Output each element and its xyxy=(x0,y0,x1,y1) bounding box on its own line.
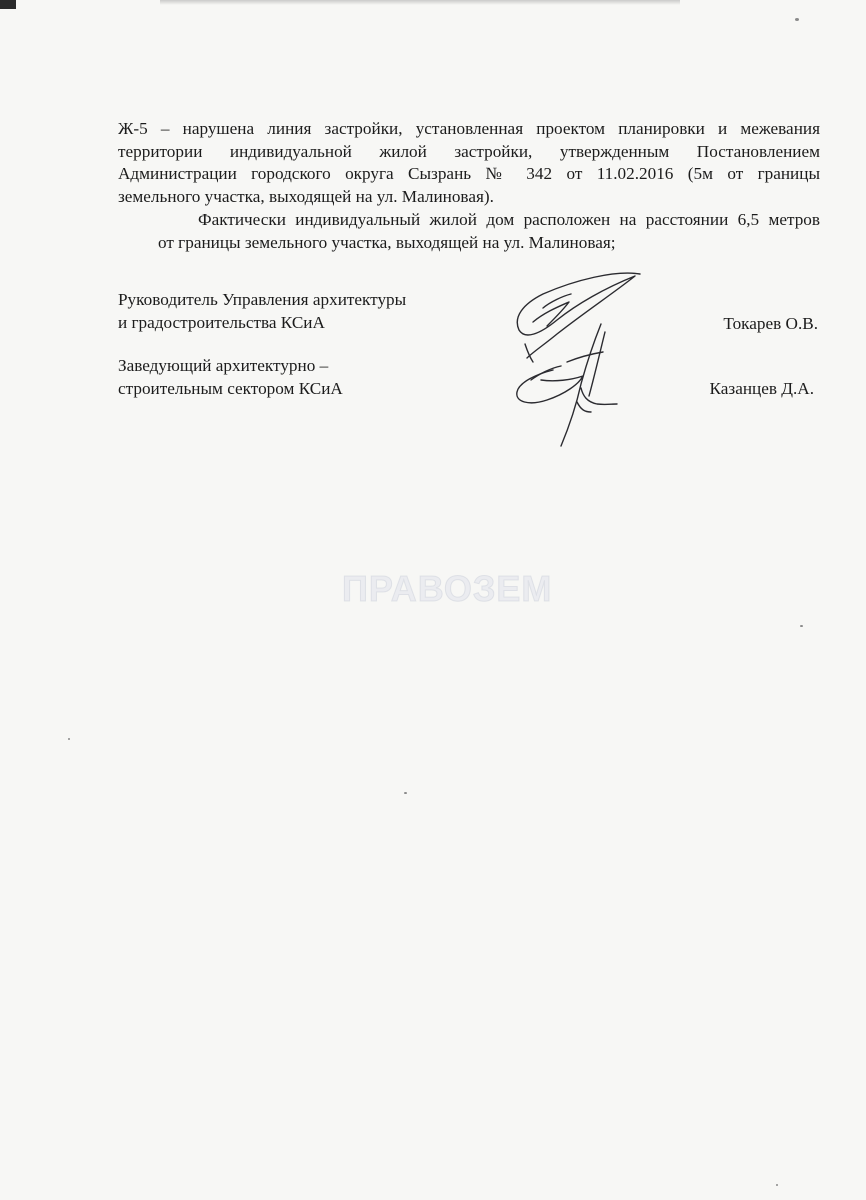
text-line: от границы земельного участка, выходящей на ул. Малиновая; xyxy=(158,232,616,252)
position-line: Заведующий архитектурно – xyxy=(118,356,329,375)
position-line: и градостроительства КСиА xyxy=(118,312,325,332)
signatory-name: Токарев О.В. xyxy=(723,314,818,333)
signatory-position xyxy=(118,289,406,334)
watermark: ПРАВОЗЕМ xyxy=(342,568,553,609)
signatory-position xyxy=(118,355,343,400)
position-line: строительным сектором КСиА xyxy=(118,378,343,398)
scan-speck xyxy=(795,18,799,21)
paragraph-actual-distance xyxy=(118,209,820,254)
scan-speck xyxy=(800,625,803,627)
position-line: Руководитель Управления архитектуры xyxy=(118,290,407,309)
scan-speck xyxy=(776,1184,778,1186)
text-line: земельного участка, выходящей на ул. Малиновая). xyxy=(118,186,494,206)
text-line: Ж-5 – нарушена линия застройки, установленная проектом планировки и межевания xyxy=(118,119,820,138)
text-line: территории индивидуальной жилой застройки, утвержденным Постановлением xyxy=(118,141,820,161)
text-line: Фактически индивидуальный жилой дом расположен на расстоянии 6,5 метров xyxy=(198,210,820,229)
scan-speck xyxy=(68,738,70,740)
scan-edge-mark xyxy=(0,0,16,9)
scan-speck xyxy=(404,792,407,794)
signatory-name: Казанцев Д.А. xyxy=(709,379,814,398)
scan-shadow xyxy=(160,0,680,5)
handwritten-signature xyxy=(505,262,655,457)
paragraph-violation xyxy=(118,118,820,208)
text-line: Администрации городского округа Сызрань № 342 от 11.02.2016 (5м от границы xyxy=(118,164,820,183)
